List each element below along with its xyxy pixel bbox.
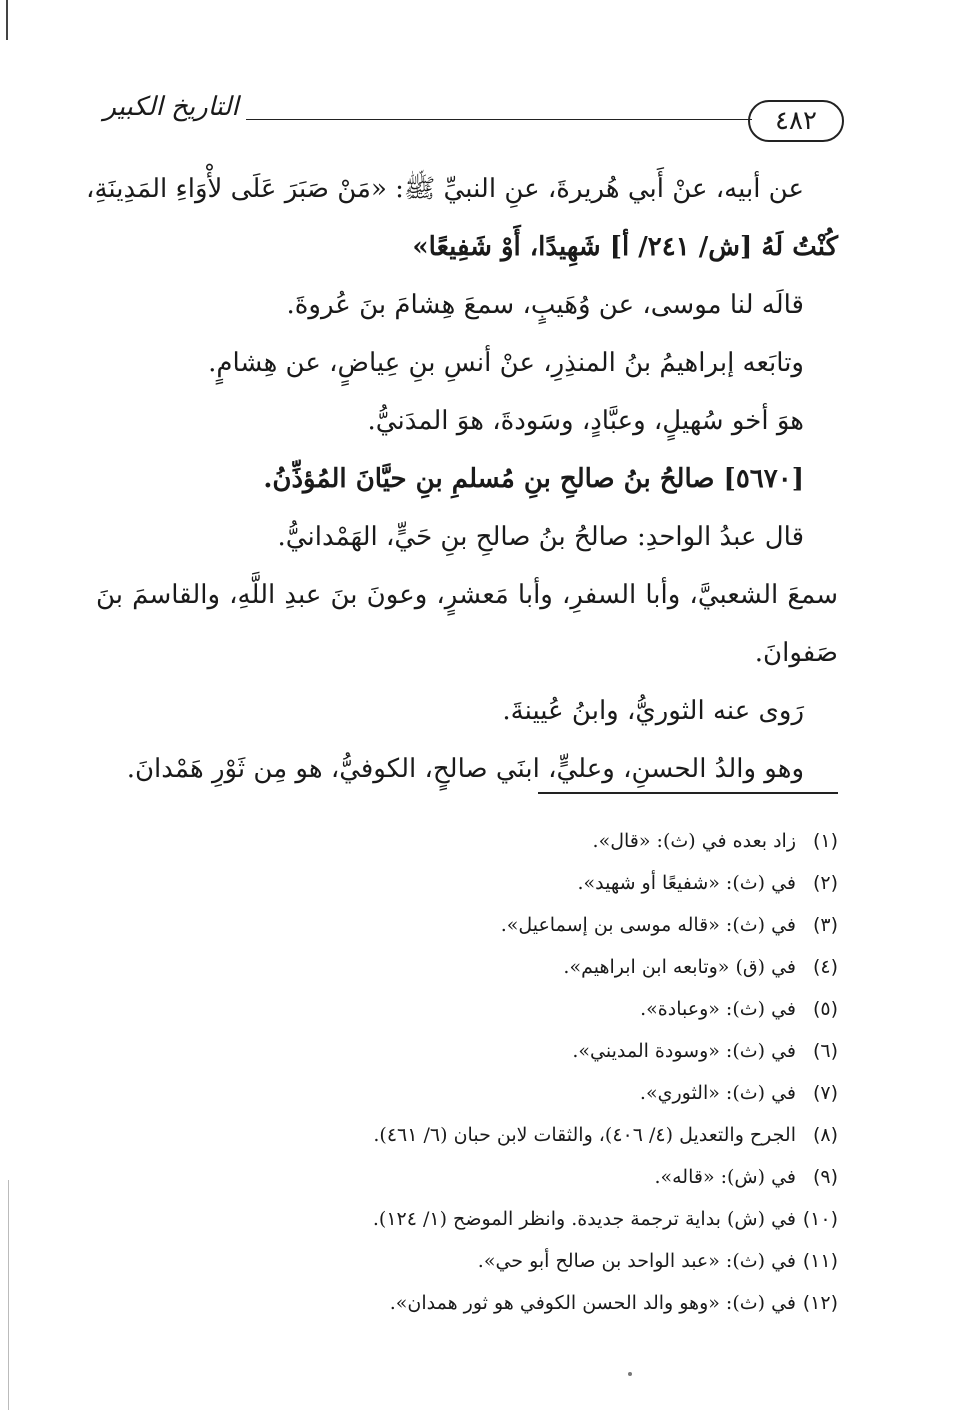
footnote xyxy=(96,904,838,946)
scan-speck xyxy=(628,1372,632,1376)
text-line: كُنْتُ لَهُ [ش/ ٢٤١/ أ] شَهِيدًا، أَوْ شَفِيعًا» xyxy=(412,232,838,262)
footnote xyxy=(96,1156,838,1198)
header-rule xyxy=(246,119,752,120)
footnote-number: (١١) xyxy=(802,1250,838,1272)
main-text xyxy=(86,160,838,798)
footnote-number: (٧) xyxy=(812,1082,838,1104)
footnote xyxy=(96,1282,838,1324)
footnote xyxy=(96,946,838,988)
footnote-text: في (ث): «وعبادة». xyxy=(640,998,796,1020)
footnote-number: (٥) xyxy=(812,998,838,1020)
footnote xyxy=(96,1030,838,1072)
footnote-number: (٨) xyxy=(812,1124,838,1146)
footnote-text: زاد بعده في (ث): «قال». xyxy=(592,830,796,852)
footnote xyxy=(96,862,838,904)
footnote-number: (٤) xyxy=(812,956,838,978)
scan-edge xyxy=(6,0,8,40)
footnote xyxy=(96,988,838,1030)
page-header xyxy=(96,92,844,152)
footnote xyxy=(96,1072,838,1114)
footnote-number: (٢) xyxy=(812,872,838,894)
footnote-text: في (ق) «وتابعه ابن ابراهيم». xyxy=(563,956,796,978)
running-title: التاريخ الكبير xyxy=(103,92,239,122)
footnote-text: في (ث): «قاله موسى بن إسماعيل». xyxy=(500,914,796,936)
text-line: صَفوانَ. xyxy=(754,638,838,668)
text-line: سمعَ الشعبيَّ، وأبا السفرِ، وأبا مَعشرٍ، وعونَ بنَ عبدِ اللَّهِ، والقاسمَ بنَ xyxy=(96,580,838,610)
footnote-number: (٦) xyxy=(812,1040,838,1062)
entry-heading: [٥٦٧٠] صالحُ بنُ صالحِ بنِ مُسلمِ بنِ حيَّانَ المُؤذِّنُ. xyxy=(263,464,804,494)
footnote-text: في (ث): «وهو والد الحسن الكوفي هو ثور همدان». xyxy=(389,1292,796,1314)
text-line: وهو والدُ الحسنِ، وعليٍّ، ابنَي صالحٍ، الكوفيُّ، هو مِن ثَوْرِ هَمْدانَ. xyxy=(126,754,804,784)
text-line: عن أبيه، عنْ أَبي هُريرةَ، عنِ النبيِّ ﷺ: «مَنْ صَبَرَ عَلَى لأْوَاءِ المَدِينَةِ، xyxy=(86,174,804,204)
footnote xyxy=(96,1114,838,1156)
footnote xyxy=(96,1240,838,1282)
footnote-number: (٩) xyxy=(812,1166,838,1188)
text-line: قال عبدُ الواحدِ: صالحُ بنُ صالحِ بنِ حَيٍّ، الهَمْدانيُّ. xyxy=(277,522,804,552)
footnotes xyxy=(96,820,838,1324)
footnote-number: (١) xyxy=(812,830,838,852)
footnote-text: في (ث): «الثوري». xyxy=(639,1082,796,1104)
text-line: هوَ أخو سُهيلٍ، وعبَّادٍ، وسَودةَ، هوَ المدَنيُّ. xyxy=(367,406,804,436)
text-line: وتابَعه إبراهيمُ بنُ المنذِرِ، عنْ أنسِ بنِ عِياضٍ، عن هِشامٍ. xyxy=(208,348,804,378)
footnote-text: في (ث): «عبد الواحد بن صالح أبو حي». xyxy=(477,1250,796,1272)
text-line: قالَه لنا موسى، عن وُهَيبٍ، سمعَ هِشامَ بنَ عُروةَ. xyxy=(286,290,804,320)
footnote-text: في (ش): «قاله». xyxy=(654,1166,796,1188)
text-line: رَوى عنه الثوريُّ، وابنُ عُيينةَ. xyxy=(502,696,804,726)
footnote-text: في (ش) بداية ترجمة جديدة. وانظر الموضح (١/ ١٢٤). xyxy=(372,1208,796,1230)
scan-edge-lower xyxy=(8,1180,9,1410)
footnote xyxy=(96,1198,838,1240)
footnote-number: (٣) xyxy=(812,914,838,936)
footnote xyxy=(96,820,838,862)
page-number: ٤٨٢ xyxy=(748,100,844,142)
footnote-text: في (ث): «شفيعًا أو شهيد». xyxy=(577,872,796,894)
footnote-divider xyxy=(538,792,838,794)
footnote-text: في (ث): «وسودة المديني». xyxy=(572,1040,796,1062)
footnote-number: (١٠) xyxy=(802,1208,838,1230)
footnote-text: الجرح والتعديل (٤/ ٤٠٦)، والثقات لابن حبان (٦/ ٤٦١). xyxy=(373,1124,796,1146)
footnote-number: (١٢) xyxy=(802,1292,838,1314)
